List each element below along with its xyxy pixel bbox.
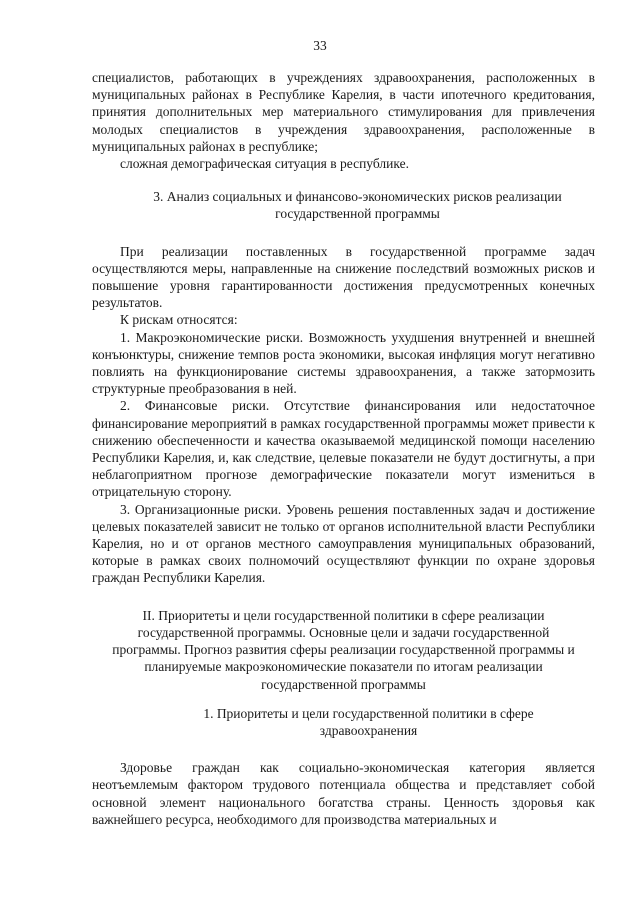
document-body — [92, 69, 595, 828]
paragraph-demographic: сложная демографическая ситуация в республике. — [120, 156, 409, 172]
subsection-1-heading: 1. Приоритеты и цели государственной политики в сфере здравоохранения — [203, 705, 534, 738]
section-ii-heading: II. Приоритеты и цели государственной политики в сфере реализации государственной программы. Основные цели и задачи государственной программы. Прогноз развития сферы реализации государственной программы и планируемые макроэкономические показатели по итогам реализации государственной программы — [112, 607, 575, 692]
risk-financial: 2. Финансовые риски. Отсутствие финансирования или недостаточное финансирование мероприятий в рамках государственной программы может привести к снижению обеспеченности и качества оказываемой медицинской помощи населению Республики Карелия, и, как следствие, целевые показатели не будут достигнуты, а при неблагоприятном прогнозе демографические показатели могут измениться в отрицательную сторону. — [92, 398, 595, 500]
page-number: 33 — [313, 38, 327, 53]
subsection-1-paragraph: Здоровье граждан как социально-экономическая категория является неотъемлемым фактором трудового потенциала общества и представляет собой основной элемент национального богатства страны. Ценность здоровья как важнейшего ресурса, необходимого для производства материальных и — [92, 760, 595, 827]
risks-intro: К рискам относятся: — [120, 312, 238, 328]
paragraph-specialists: специалистов, работающих в учреждениях здравоохранения, расположенных в муниципальных районах в Республике Карелия, в части ипотечного кредитования, принятия дополнительных мер материального стимулирования для привлечения молодых специалистов в учреждения здравоохранения, расположенные в муниципальных районах в республике; — [92, 70, 595, 154]
risk-macroeconomic: 1. Макроэкономические риски. Возможность ухудшения внутренней и внешней конъюнктуры, снижение темпов роста экономики, высокая инфляция могут негативно повлиять на функционирование системы здравоохранения, а также затормозить структурные преобразования в ней. — [92, 329, 595, 397]
section-3-intro: При реализации поставленных в государственной программе задач осуществляются меры, направленные на снижение последствий возможных рисков и повышение уровня гарантированности достижения предусмотренных конечных результатов. — [92, 243, 595, 311]
risk-organizational: 3. Организационные риски. Уровень решения поставленных задач и достижение целевых показателей зависит не только от органов исполнительной власти Республики Карелия, но и от органов местного самоуправления муниципальных образований, которые в рамках своих полномочий осуществляют функции по охране здоровья граждан Республики Карелия. — [92, 501, 595, 586]
section-3-heading: 3. Анализ социальных и финансово-экономических рисков реализации государственной программы — [153, 189, 562, 222]
